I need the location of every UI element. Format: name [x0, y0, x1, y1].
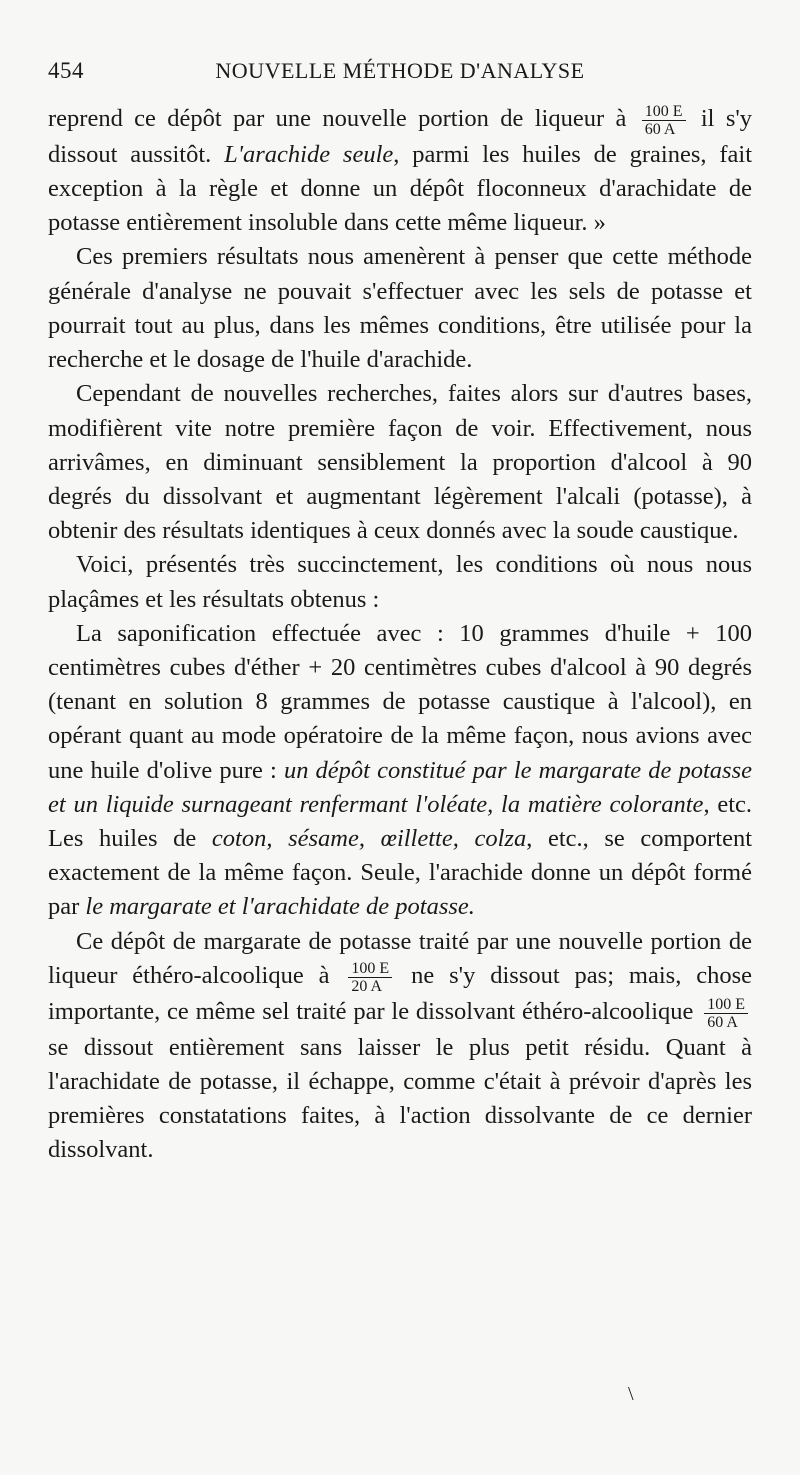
fraction-2-num: 100 E [348, 960, 392, 978]
paragraph-3: Cependant de nouvelles recherches, faites alors sur d'autres bases, modifièrent vite notre première façon de voir. Effectivement, nous arrivâmes, en diminuant sensiblement la proportion d'alcool à 90 degrés du dissolvant et augmentant légèrement l'alcali (potasse), à obtenir des résultats identiques à ceux donnés avec la soude caustique. [48, 380, 752, 545]
fraction-2 [348, 960, 392, 995]
p5-text-a: La saponification effectuée avec : 10 grammes d'huile + 100 centimètres cubes d'éther + 20 centimètres cubes d'alcool à 90 degrés (tenant en solution 8 grammes de potasse caustique à l'alcool), en opérant quant au mode opératoire de la même façon, nous avions avec une huile d'olive pure : [48, 619, 752, 784]
p1-italic: L'arachide seule [224, 140, 394, 168]
p5-italic-d: coton, sésame, œillette, colza [211, 824, 527, 852]
p5-text-e: , etc., se comportent exactement de la même façon. Seule, l'arachide donne un dépôt formé par [48, 824, 752, 921]
body-text [48, 102, 752, 1167]
paragraph-2: Ces premiers résultats nous amenèrent à penser que cette méthode générale d'analyse ne pouvait s'effectuer avec les sels de potasse et pourrait tout au plus, dans les mêmes conditions, être utilisée pour la recherche et le dosage de l'huile d'arachide. [48, 243, 752, 374]
page-number: 454 [48, 58, 84, 83]
running-title: NOUVELLE MÉTHODE D'ANALYSE [215, 58, 585, 83]
fraction-3 [704, 996, 748, 1031]
paragraph-6 [48, 925, 752, 1168]
p6-text-c: se dissout entièrement sans laisser le plus petit résidu. Quant à l'arachidate de potasse, il échappe, comme c'était à prévoir d'après les premières constatations faites, à l'action dissolvante de ce dernier dissolvant. [48, 1033, 752, 1164]
paragraph-5 [48, 617, 752, 925]
p1-text-a: reprend ce dépôt par une nouvelle portion de liqueur à [48, 105, 627, 132]
p5-italic-f: le margarate et l'arachidate de potasse. [85, 893, 475, 921]
p6-text-a: Ce dépôt de margarate de potasse traité par une nouvelle portion de liqueur éthéro-alcoolique à [48, 927, 752, 989]
fraction-2-den: 20 A [351, 977, 383, 995]
p5-italic-b: un dépôt constitué par le margarate de potasse et un liquide surnageant renfermant l'oléate, la matière colorante [48, 756, 752, 818]
paragraph-1 [48, 102, 752, 240]
fraction-1 [642, 103, 686, 138]
fraction-1-num: 100 E [642, 103, 686, 121]
stray-mark: \ [628, 1383, 634, 1405]
fraction-3-den: 60 A [707, 1013, 738, 1031]
p6-text-b: ne s'y dissout pas; mais, chose importante, ce même sel traité par le dissolvant éthéro-alcoolique [48, 961, 753, 1025]
running-head [48, 58, 752, 84]
p1-text-d: , parmi les huiles de graines, fait exception à la règle et donne un dépôt floconneux d'arachidate de potasse entièrement insoluble dans cette même liqueur. » [48, 140, 753, 237]
paragraph-4: Voici, présentés très succinctement, les conditions où nous nous plaçâmes et les résultats obtenus : [48, 551, 752, 613]
p5-text-c: , etc. Les huiles de [48, 790, 753, 852]
fraction-3-num: 100 E [704, 996, 748, 1014]
fraction-1-den: 60 A [644, 120, 676, 138]
p1-text-b: il s'y dissout aussitôt. [48, 105, 753, 168]
